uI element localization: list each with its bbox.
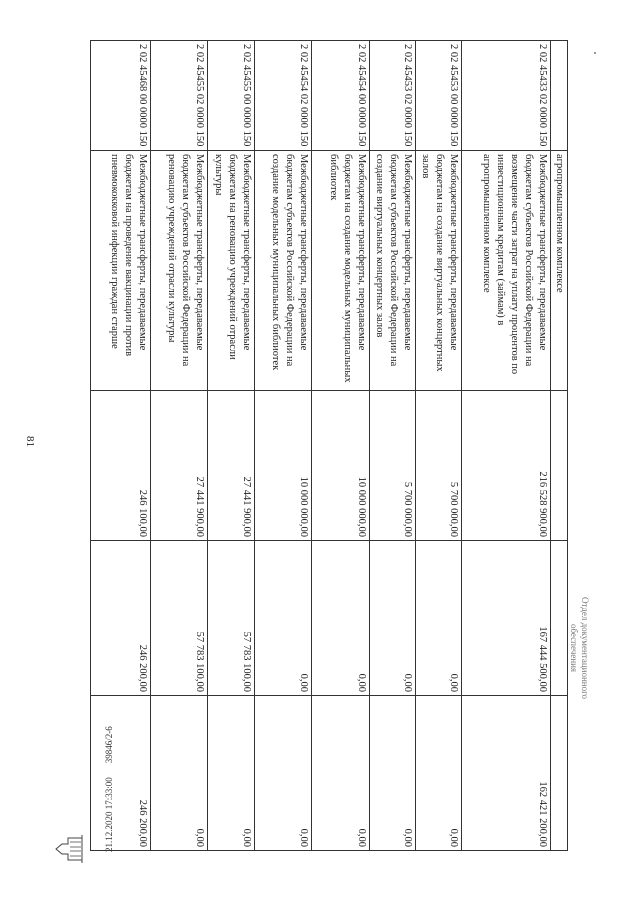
- amount-2023: 246 200,00: [91, 696, 151, 851]
- budget-code: [550, 41, 567, 151]
- amount-2022: 167 444 500,00: [462, 541, 550, 696]
- amount-2023: 0,00: [369, 696, 415, 851]
- table-row: [150, 41, 208, 851]
- amount-2022: 57 783 100,00: [150, 541, 208, 696]
- item-name: Межбюджетные трансферты, передаваемые бюджетам на создание модельных муниципальных библиотек: [312, 151, 370, 391]
- table-row: [415, 41, 461, 851]
- rotated-table-wrapper: [90, 40, 568, 850]
- budget-code: 2 02 45453 02 0000 150: [369, 41, 415, 151]
- amount-2022: 246 200,00: [91, 541, 151, 696]
- table-row: [208, 41, 254, 851]
- table-row: [91, 41, 151, 851]
- table-row: [254, 41, 312, 851]
- budget-code: 2 02 45455 00 0000 150: [208, 41, 254, 151]
- amount-2023: 0,00: [208, 696, 254, 851]
- scan-dot: [594, 52, 596, 54]
- amount-2021: [550, 391, 567, 541]
- amount-2021: 216 528 900,00: [462, 391, 550, 541]
- amount-2022: 0,00: [415, 541, 461, 696]
- item-name: Межбюджетные трансферты, передаваемые бюджетам на проведение вакцинации против пневмококковой инфекции граждан старше: [91, 151, 151, 391]
- duma-logo-icon: [48, 832, 106, 866]
- footer-doc-code: 39846/2-6: [104, 726, 114, 764]
- budget-table: [90, 40, 568, 851]
- budget-code: 2 02 45468 00 0000 150: [91, 41, 151, 151]
- amount-2022: 0,00: [254, 541, 312, 696]
- amount-2022: [550, 541, 567, 696]
- duma-logo: [48, 832, 106, 866]
- amount-2021: 10 000 000,00: [254, 391, 312, 541]
- amount-2022: 0,00: [369, 541, 415, 696]
- budget-code: 2 02 45453 00 0000 150: [415, 41, 461, 151]
- amount-2021: 5 700 000,00: [415, 391, 461, 541]
- amount-2023: [550, 696, 567, 851]
- budget-code: 2 02 45433 02 0000 150: [462, 41, 550, 151]
- amount-2021: 27 441 900,00: [150, 391, 208, 541]
- item-name: Межбюджетные трансферты, передаваемые бюджетам субъектов Российской Федерации на возмещение части затрат на уплату процентов по инвестиционным кредитам (займам) в агропромышленном комплексе: [462, 151, 550, 391]
- item-name: агропромышленном комплексе: [550, 151, 567, 391]
- table-row: [550, 41, 567, 851]
- table-row: [312, 41, 370, 851]
- amount-2021: 246 100,00: [91, 391, 151, 541]
- amount-2022: 57 783 100,00: [208, 541, 254, 696]
- amount-2023: 0,00: [415, 696, 461, 851]
- amount-2023: 0,00: [312, 696, 370, 851]
- page-number: 81: [24, 436, 36, 447]
- budget-code: 2 02 45455 02 0000 150: [150, 41, 208, 151]
- department-stamp: Отдел документационного обеспечения: [569, 596, 590, 700]
- amount-2023: 0,00: [150, 696, 208, 851]
- amount-2022: 0,00: [312, 541, 370, 696]
- amount-2021: 5 700 000,00: [369, 391, 415, 541]
- table-row: [369, 41, 415, 851]
- item-name: Межбюджетные трансферты, передаваемые бюджетам субъектов Российской Федерации на создание виртуальных концертных залов: [369, 151, 415, 391]
- item-name: Межбюджетные трансферты, передаваемые бюджетам на реновацию учреждений отрасли культуры: [208, 151, 254, 391]
- footer-datetime: 21.12.2020 17:33:00: [104, 777, 114, 852]
- table-row: [462, 41, 550, 851]
- budget-code: 2 02 45454 02 0000 150: [254, 41, 312, 151]
- amount-2021: 27 441 900,00: [208, 391, 254, 541]
- amount-2023: 162 421 200,00: [462, 696, 550, 851]
- amount-2021: 10 000 000,00: [312, 391, 370, 541]
- budget-code: 2 02 45454 00 0000 150: [312, 41, 370, 151]
- item-name: Межбюджетные трансферты, передаваемые бюджетам субъектов Российской Федерации на создание модельных муниципальных библиотек: [254, 151, 312, 391]
- item-name: Межбюджетные трансферты, передаваемые бюджетам субъектов Российской Федерации на реновацию учреждений отрасли культуры: [150, 151, 208, 391]
- amount-2023: 0,00: [254, 696, 312, 851]
- item-name: Межбюджетные трансферты, передаваемые бюджетам на создание виртуальных концертных залов: [415, 151, 461, 391]
